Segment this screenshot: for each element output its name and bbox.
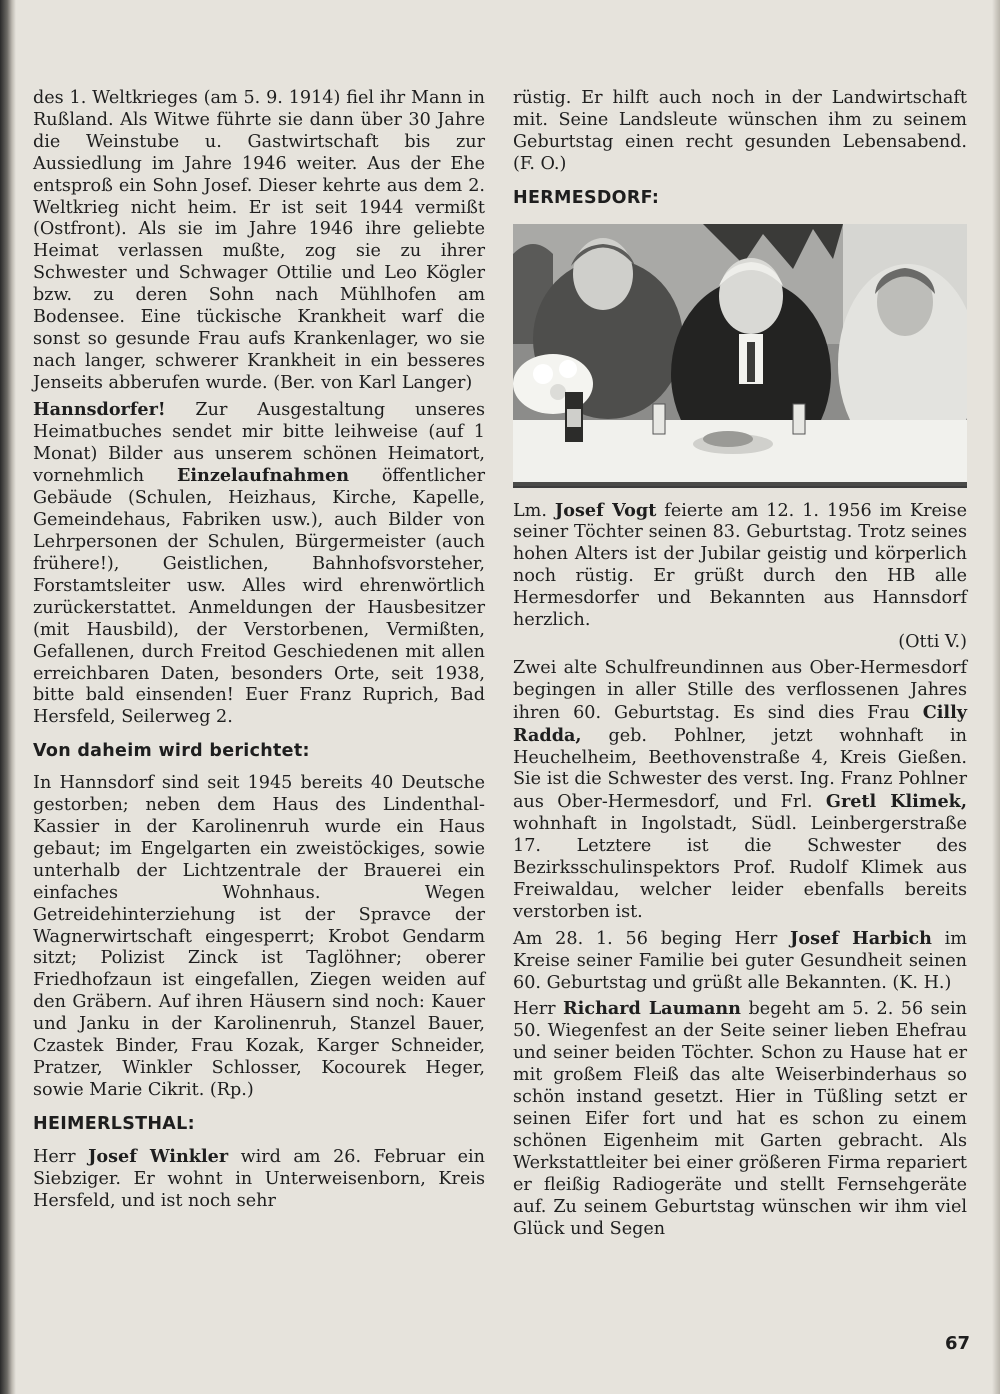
left-column xyxy=(33,88,485,1216)
vogt-birthday-paragraph xyxy=(513,500,967,632)
schoolfriends-text-3: wohnhaft in Ingolstadt, Südl. Leinbergerstraße 17. Letztere ist die Schwester des Bezirksschulinspektors Prof. Rudolf Klimek aus Freiwaldau, welcher leider ebenfalls bereits verstorben ist. xyxy=(513,814,967,922)
vogt-text-1: Lm. xyxy=(513,500,555,521)
page-edge-shadow xyxy=(992,0,1000,1394)
page-number: 67 xyxy=(945,1333,971,1354)
right-column xyxy=(513,88,967,1244)
vogt-name: Josef Vogt xyxy=(554,499,657,521)
appeal-text-2: öffentlicher Gebäude (Schulen, Heizhaus, Kirche, Kapelle, Gemeindehaus, Fabriken usw.), auch Bilder von Lehrpersonen der Schulen, Bürgermeister (auch frühere!), Geistlichen, Bahnhofsvorsteher, Forstamtsleiter usw. Alles wird ehrenwörtlich zurückerstattet. Anmeldungen der Hausbesitzer (mit Hausbild), der Verstorbenen, Vermißten, Gefallenen, durch Freitod Geschiedenen mit allen erreichbaren Daten, besonders Orte, seit 1938, bitte bald einsenden! Euer Franz Ruprich, Bad Hersfeld, Seilerweg 2. xyxy=(33,466,486,728)
section-heading-home-news: Von daheim wird berichtet: xyxy=(33,741,310,762)
winkler-continuation-paragraph: rüstig. Er hilft auch noch in der Landwirtschaft mit. Seine Landsleute wünschen ihm zu seinem Geburtstag einen recht gesunden Lebensabend. (F. O.) xyxy=(513,88,967,174)
radda-name: Cilly Radda, xyxy=(513,701,967,746)
laumann-name: Richard Laumann xyxy=(563,998,741,1020)
harbich-text-1: Am 28. 1. 56 beging Herr xyxy=(513,928,791,949)
winkler-birthday-paragraph xyxy=(33,1146,485,1213)
laumann-text-1: Herr xyxy=(513,999,564,1020)
harbich-text-2: im Kreise seiner Familie bei guter Gesundheit seinen 60. Geburtstag und grüßt alle Bekannten. (K. H.) xyxy=(513,928,967,993)
birthday-group-photo xyxy=(513,224,967,488)
photo-appeal-paragraph xyxy=(33,399,485,730)
winkler-text-2: wird am 26. Februar ein Siebziger. Er wohnt in Unterweisenborn, Kreis Hersfeld, und ist noch sehr xyxy=(33,1146,485,1211)
schoolfriends-text-1: Zwei alte Schulfreundinnen aus Ober-Hermesdorf begingen in aller Stille des verflossenen Jahres ihren 60. Geburtstag. Es sind dies Frau xyxy=(513,657,967,723)
vogt-text-2: feierte am 12. 1. 1956 im Kreise seiner Töchter seinen 83. Geburtstag. Trotz seines hohen Alters ist der Jubilar geistig und körperlich noch rüstig. Er grüßt durch den HB alle Hermesdorfer und Bekannten aus Hannsdorf herzlich. xyxy=(513,500,967,631)
winkler-text-1: Herr xyxy=(33,1146,89,1167)
photo-illustration xyxy=(513,224,967,486)
winkler-name: Josef Winkler xyxy=(88,1145,229,1167)
appeal-emphasis: Einzelaufnahmen xyxy=(176,465,350,487)
schoolfriends-paragraph xyxy=(513,658,967,924)
klimek-name: Gretl Klimek, xyxy=(825,791,967,813)
appeal-text-1: Zur Ausgestaltung unseres Heimatbuches sendet mir bitte leihweise (auf 1 Monat) Bilder aus unserem schönen Heimatort, vornehmlich xyxy=(33,399,485,487)
laumann-text-2: begeht am 5. 2. 56 sein 50. Wiegenfest an der Seite seiner lieben Ehefrau und seiner beiden Töchter. Schon zu Hause hat er mit großem Fleiß das alte Weiserbinderhaus so schön instand gesetzt. Hier in Tüßling setzt er seinen Eifer fort und hat es schon zu einem schönen Eigenheim mit Garten gebracht. Als Werkstattleiter bei einer größeren Firma repariert er fleißig Radiogeräte und stellt Fernsehgeräte auf. Zu seinem Geburtstag wünschen wir ihm viel Glück und Segen xyxy=(513,999,968,1239)
laumann-birthday-paragraph xyxy=(513,998,967,1240)
vogt-signature: (Otti V.) xyxy=(898,631,967,652)
home-news-paragraph: In Hannsdorf sind seit 1945 bereits 40 Deutsche gestorben; neben dem Haus des Lindenthal-Kassier in der Karolinenruh wurde ein Haus gebaut; im Engelgarten ein zweistöckiges, sowie unterhalb der Lichtzentrale der Brauerei ein einfaches Wohnhaus. Wegen Getreidehinterziehung ist der Spravce der Wagnerwirtschaft eingesperrt; Krobot Gendarm sitzt; Polizist Zinck ist Taglöhner; oberer Friedhofzaun ist eingefallen, Ziegen weiden auf den Gräbern. Auf ihren Häusern sind noch: Kauer und Janku in der Karolinenruh, Stanzel Bauer, Czastek Binder, Frau Kozak, Karger Schneider, Pratzer, Winkler Schlosser, Kocourek Heger, sowie Marie Cikrit. (Rp.) xyxy=(33,773,485,1100)
schoolfriends-text-2: geb. Pohlner, jetzt wohnhaft in Heuchelheim, Beethovenstraße 4, Kreis Gießen. Sie ist die Schwester des verst. Ing. Franz Pohlner aus Ober-Hermesdorf, und Frl. xyxy=(513,725,967,813)
appeal-salutation: Hannsdorfer! xyxy=(33,398,166,420)
harbich-birthday-paragraph xyxy=(513,928,967,995)
page-binding-shadow xyxy=(0,0,16,1394)
section-heading-heimerlsthal: HEIMERLSTHAL: xyxy=(33,1113,195,1134)
harbich-name: Josef Harbich xyxy=(790,927,932,949)
section-heading-hermesdorf: HERMESDORF: xyxy=(513,187,660,208)
obituary-paragraph: des 1. Weltkrieges (am 5. 9. 1914) fiel ihr Mann in Rußland. Als Witwe führte sie dann über 30 Jahre die Weinstube u. Gastwirtschaft bis zur Aussiedlung im Jahre 1946 weiter. Aus der Ehe entsproß ein Sohn Josef. Dieser kehrte aus dem 2. Weltkrieg nicht heim. Er ist seit 1944 vermißt (Ostfront). Als sie im Jahre 1946 ihre geliebte Heimat verlassen mußte, zog sie zu ihrer Schwester und Schwager Ottilie und Leo Kögler bzw. zu deren Sohn nach Mühlhofen am Bodensee. Eine tückische Krankheit warf die sonst so gesunde Frau aufs Krankenlager, wo sie nach langer, schwerer Krankheit in ein besseres Jenseits abberufen wurde. (Ber. von Karl Langer) xyxy=(33,88,485,393)
